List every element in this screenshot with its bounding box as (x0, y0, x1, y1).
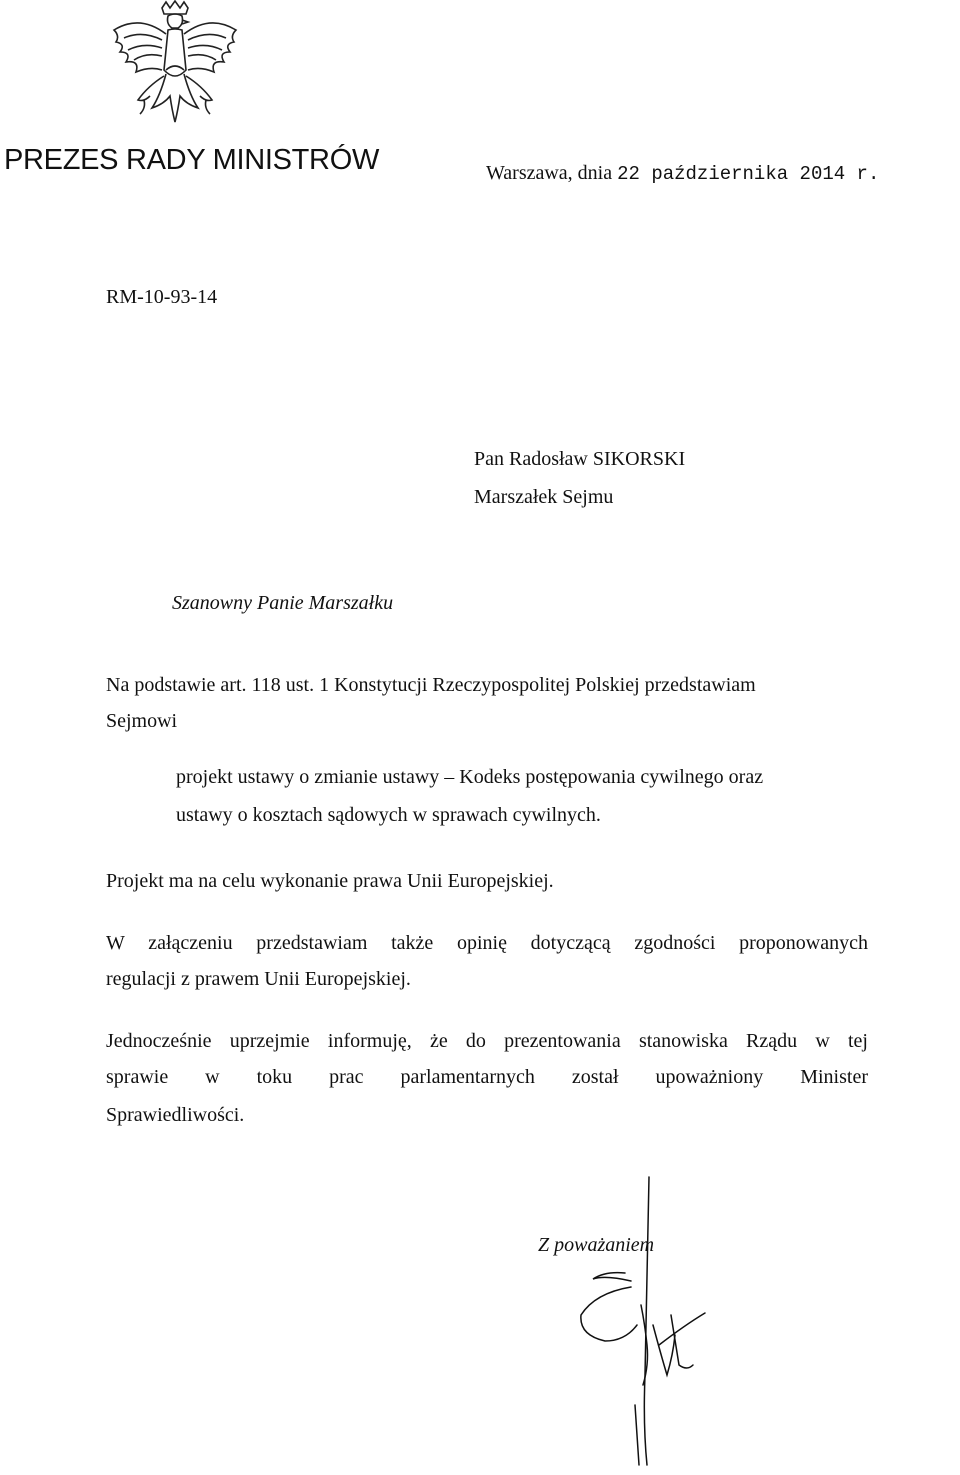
date-line (486, 162, 879, 185)
handwritten-signature-icon (575, 1175, 715, 1475)
paragraph-4-line-1: Jednocześnie uprzejmie informuję, że do prezentowania stanowiska Rządu w tej (106, 1030, 868, 1052)
addressee-name: Pan Radosław SIKORSKI (474, 448, 686, 470)
date-prefix: Warszawa, dnia (486, 162, 613, 184)
paragraph-4-line-3: Sprawiedliwości. (106, 1104, 245, 1126)
paragraph-2: Projekt ma na celu wykonanie prawa Unii Europejskiej. (106, 870, 554, 892)
bill-title-line-2: ustawy o kosztach sądowych w sprawach cywilnych. (176, 804, 601, 826)
paragraph-1-line-2: Sejmowi (106, 710, 178, 732)
addressee-title: Marszałek Sejmu (474, 486, 614, 508)
office-title: PREZES RADY MINISTRÓW (4, 144, 380, 176)
bill-title-line-1: projekt ustawy o zmianie ustawy – Kodeks postępowania cywilnego oraz (176, 766, 764, 788)
paragraph-3-line-2: regulacji z prawem Unii Europejskiej. (106, 968, 411, 990)
closing-phrase: Z poważaniem (538, 1234, 655, 1256)
reference-number: RM-10-93-14 (106, 286, 218, 308)
date-value: 22 października 2014 r. (617, 163, 880, 185)
salutation: Szanowny Panie Marszałku (172, 592, 394, 614)
paragraph-1-line-1: Na podstawie art. 118 ust. 1 Konstytucji Rzeczypospolitej Polskiej przedstawiam (106, 674, 756, 696)
paragraph-4-line-2: sprawie w toku prac parlamentarnych został upoważniony Minister (106, 1066, 868, 1088)
eagle-emblem-icon (100, 0, 250, 135)
paragraph-3-line-1: W załączeniu przedstawiam także opinię dotyczącą zgodności proponowanych (106, 932, 868, 954)
